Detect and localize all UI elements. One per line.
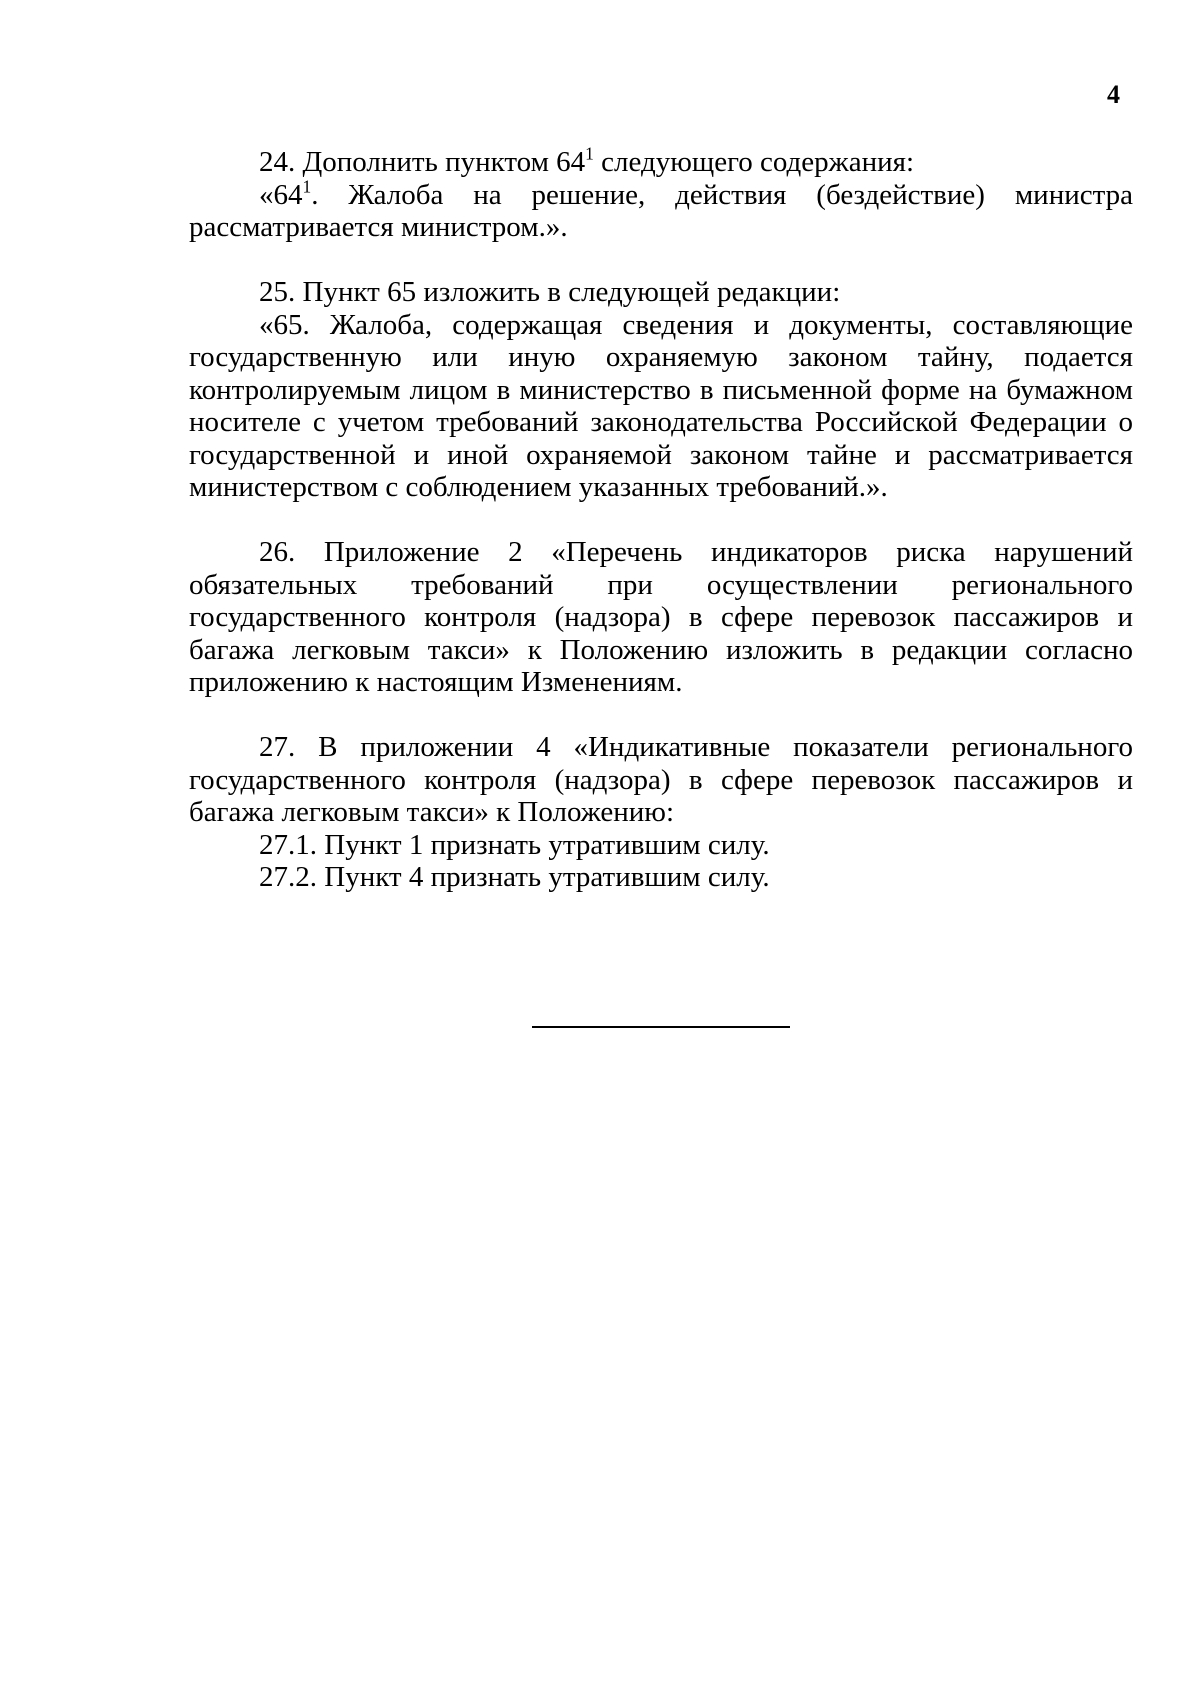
paragraph-text: . Жалоба на решение, действия (бездействие) министра рассматривается министром.».: [189, 178, 1133, 243]
spacer: [189, 504, 1133, 537]
paragraph-27-1: 27.1. Пункт 1 признать утратившим силу.: [259, 828, 770, 861]
paragraph-64-1: [189, 176, 1133, 244]
document-body: [189, 143, 1133, 894]
superscript: 1: [585, 143, 594, 164]
spacer: [189, 244, 1133, 277]
superscript: 1: [302, 176, 312, 197]
paragraph-24: [189, 143, 1133, 179]
end-divider: [532, 1026, 790, 1028]
paragraph-26: 26. Приложение 2 «Перечень индикаторов риска нарушений обязательных требований при осуществлении регионального государственного контроля (надзора) в сфере перевозок пассажиров и багажа легковым такси» к Положению изложить в редакции согласно приложению к настоящим Изменениям.: [189, 536, 1133, 698]
item-number: 24.: [259, 146, 296, 178]
paragraph-65: «65. Жалоба, содержащая сведения и документы, составляющие государственную или иную охраняемую законом тайну, подается контролируемым лицом в министерство в письменной форме на бумажном носителе с учетом требований законодательства Российской Федерации о государственной и иной охраняемой законом тайне и рассматривается министерством с соблюдением указанных требований.».: [189, 308, 1133, 503]
paragraph-27-2: 27.2. Пункт 4 признать утратившим силу.: [259, 861, 770, 893]
quote-number: «64: [259, 178, 303, 211]
paragraph-25: 25. Пункт 65 изложить в следующей редакции:: [259, 276, 841, 308]
paragraph-27: 27. В приложении 4 «Индикативные показатели регионального государственного контроля (надзора) в сфере перевозок пассажиров и багажа легковым такси» к Положению:: [189, 731, 1133, 828]
paragraph-text: следующего содержания:: [593, 146, 915, 178]
paragraph-text: Дополнить пунктом 64: [295, 146, 586, 178]
spacer: [189, 699, 1133, 732]
page-number: 4: [1107, 80, 1120, 109]
